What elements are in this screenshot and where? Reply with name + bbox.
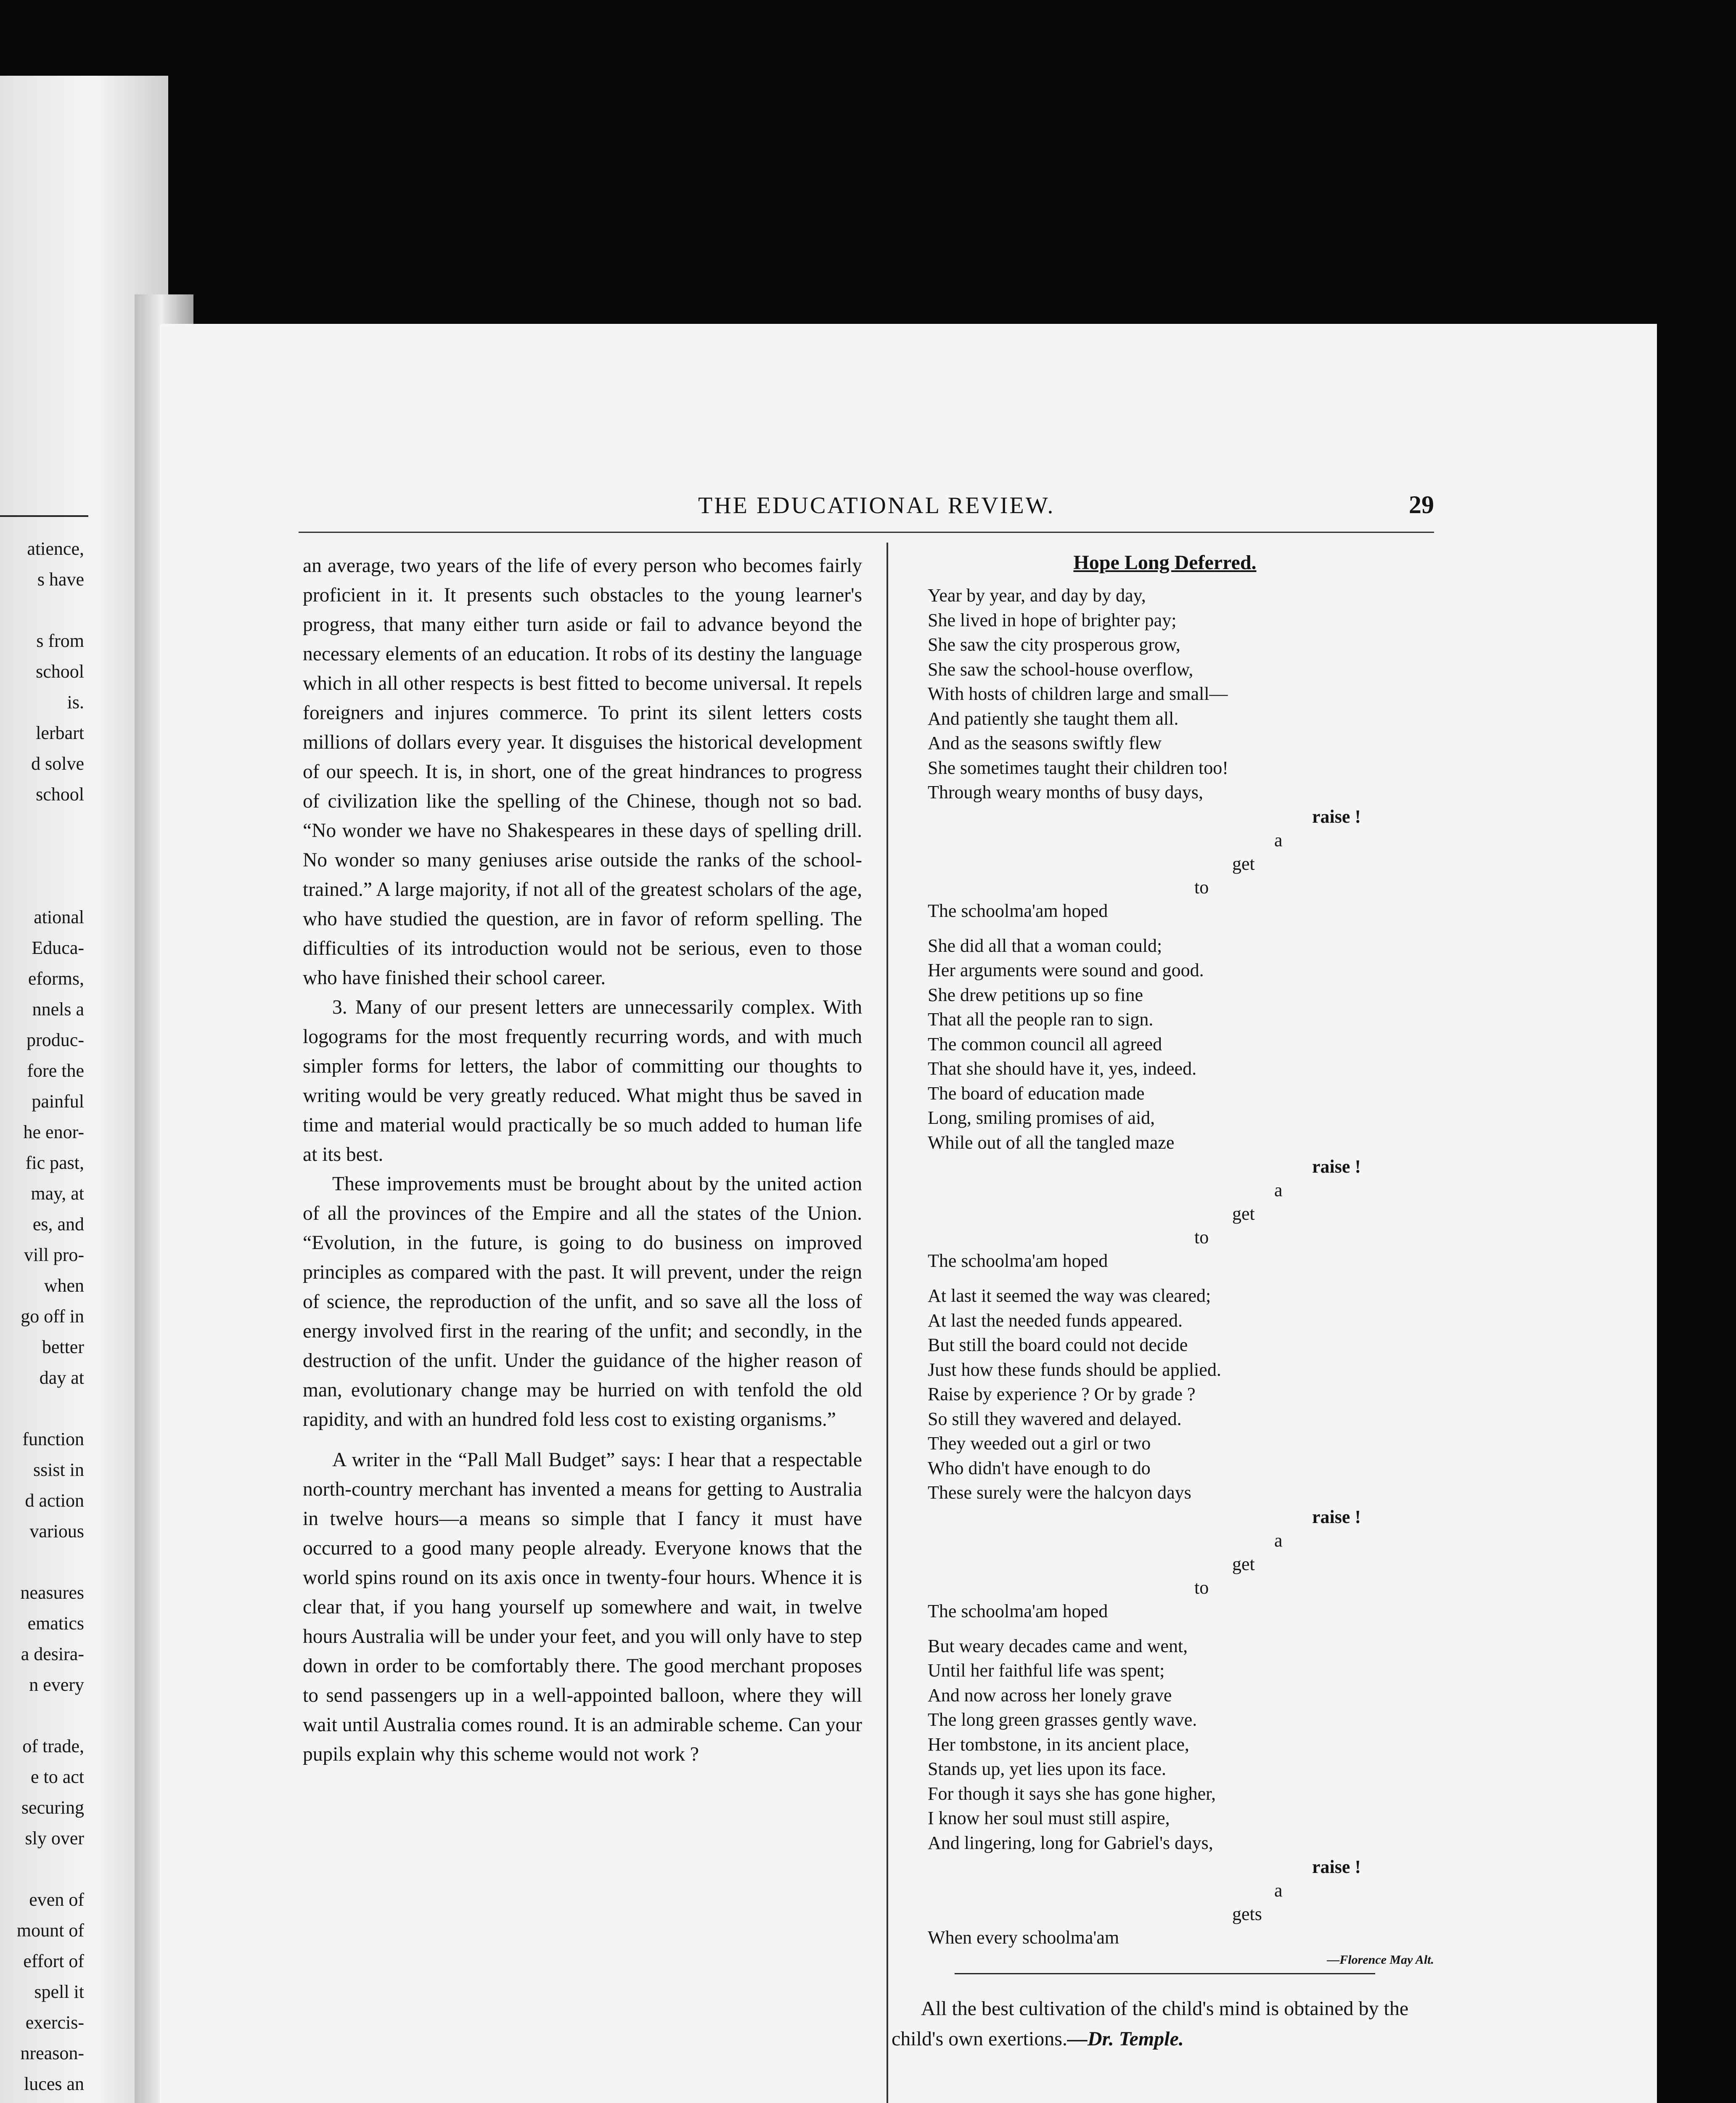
poem-title: Hope Long Deferred. bbox=[1073, 551, 1257, 574]
left-page-line: mount of bbox=[16, 1920, 84, 1941]
poem-line: The long green grasses gently wave. bbox=[928, 1709, 1197, 1730]
left-page-line: nnels a bbox=[32, 999, 84, 1020]
left-page-line: Educa- bbox=[32, 938, 84, 958]
poem-stair-word: The schoolma'am hoped bbox=[928, 1250, 1108, 1271]
left-page-line: function bbox=[22, 1429, 84, 1449]
poem-stair-word: a bbox=[1274, 1180, 1283, 1200]
poem-stair-word: gets bbox=[1232, 1904, 1262, 1924]
poem-stair-word: a bbox=[1274, 1880, 1283, 1901]
poem-stair-word: The schoolma'am hoped bbox=[928, 900, 1108, 921]
paragraph: These improvements must be brought about by the united action of all the provinces of the Empire and all the states of the Union. “Evolution, in the future, is going to do business on improved principles as compared with the past. It will prevent, under the reign of science, the reproduction of the unfit, and so save all the loss of energy involved first in the rearing of the unfit; and secondly, in the destruction of the unfit. Under the guidance of the higher reason of man, evolutionary change may be hurried on with tenfold the old rapidity, and with an hundred fold less cost to existing organisms.” bbox=[303, 1173, 862, 1430]
poem-stair-word: get bbox=[1232, 1553, 1255, 1574]
header-rule bbox=[299, 532, 1434, 533]
poem-line: And patiently she taught them all. bbox=[928, 708, 1179, 729]
left-page-line: fic past, bbox=[25, 1152, 84, 1173]
poem-line: Long, smiling promises of aid, bbox=[928, 1107, 1155, 1128]
left-page-line: luces an bbox=[24, 2074, 84, 2094]
poem-stair-word: get bbox=[1232, 853, 1255, 874]
left-page-line bbox=[0, 840, 84, 871]
poem-line: Raise by experience ? Or by grade ? bbox=[928, 1384, 1196, 1404]
quote-text: All the best cultivation of the child's mind is obtained by the child's own exertions. bbox=[892, 1997, 1409, 2050]
poem-stair-word: raise ! bbox=[1312, 1857, 1361, 1877]
closing-quote bbox=[892, 1994, 1438, 2054]
left-page-line: various bbox=[29, 1521, 84, 1541]
left-page-line: nreason- bbox=[20, 2043, 84, 2063]
poem-line: With hosts of children large and small— bbox=[928, 683, 1228, 704]
poem-stair-word: get bbox=[1232, 1203, 1255, 1224]
poem-stair-word: raise ! bbox=[1312, 1156, 1361, 1177]
left-page-line: securing bbox=[21, 1797, 84, 1818]
poem-line: Just how these funds should be applied. bbox=[928, 1359, 1221, 1380]
quote-author: —Dr. Temple. bbox=[1067, 2028, 1184, 2050]
left-page-line: fore the bbox=[27, 1060, 84, 1081]
left-page-line: s from bbox=[36, 630, 84, 651]
poem-stair-word: to bbox=[1194, 877, 1209, 898]
left-page-line: spell it bbox=[34, 1981, 84, 2002]
left-page-line: he enor- bbox=[23, 1122, 84, 1142]
poem-stair-word: to bbox=[1194, 1577, 1209, 1598]
left-page-line: ematics bbox=[27, 1613, 84, 1634]
left-page-line: effort of bbox=[23, 1951, 84, 1971]
left-page-line: n every bbox=[29, 1674, 84, 1695]
poem-stanza bbox=[892, 1284, 1438, 1623]
left-page-line: neasures bbox=[20, 1582, 84, 1603]
poem-line: So still they wavered and delayed. bbox=[928, 1408, 1182, 1429]
poem-line: She sometimes taught their children too! bbox=[928, 757, 1228, 778]
left-page-line bbox=[0, 595, 84, 625]
poem-line: I know her soul must still aspire, bbox=[928, 1808, 1170, 1828]
poem-line: And as the seasons swiftly flew bbox=[928, 733, 1162, 753]
poem-line: She drew petitions up so fine bbox=[928, 984, 1143, 1005]
poem-line: While out of all the tangled maze bbox=[928, 1132, 1175, 1153]
poem-line: But still the board could not decide bbox=[928, 1335, 1188, 1355]
poem-line: Stands up, yet lies upon its face. bbox=[928, 1759, 1167, 1779]
poem-line: The common council all agreed bbox=[928, 1033, 1162, 1054]
left-page-line: e to act bbox=[30, 1767, 84, 1787]
left-page-line bbox=[0, 2099, 84, 2103]
paragraph: A writer in the “Pall Mall Budget” says: I hear that a respectable north-country merchant has invented a means for getting to Australia in twelve hours—a means so simple that I fancy it must have occurred to a good many people already. Everyone knows that the world spins round on its axis once in twenty-four hours. Whence it is clear that, if you hang yourself up somewhere and wait, in twelve hours Australia will be under your feet, and you will only have to step down in order to be comfortably there. The good merchant proposes to send passengers up in a well-appointed balloon, where they will wait until Australia comes round. It is an admirable scheme. Can your pupils explain why this scheme would not work ? bbox=[303, 1449, 862, 1765]
left-page-line: atience, bbox=[27, 538, 84, 559]
paragraph: an average, two years of the life of every person who becomes fairly proficient in it. It presents such obstacles to the young learner's progress, that many either turn aside or fail to advance beyond the necessary elements of an education. It robs of its destiny the language which in all other respects is best fitted to become universal. It repels foreigners and injures commerce. To print its silent letters costs millions of dollars every year. It disguises the historical development of our speech. It is, in short, one of the great hindrances to progress of civilization like the spelling of the Chinese, though not so bad. “No wonder we have no Shakespeares in these days of spelling drill. No wonder so many geniuses arise outside the ranks of the school-trained.” A large majority, if not all of the greatest scholars of the age, who have studied the question, are in favor of reform spelling. The difficulties of its introduction would not be serious, even to those who have finished their school career. bbox=[303, 555, 862, 989]
poem-line: And now across her lonely grave bbox=[928, 1685, 1172, 1706]
left-column bbox=[303, 551, 862, 1769]
poem-line: Who didn't have enough to do bbox=[928, 1457, 1151, 1478]
left-page-line bbox=[0, 1854, 84, 1884]
left-page-line bbox=[0, 1547, 84, 1577]
left-page-line: day at bbox=[39, 1367, 84, 1388]
poem-stair-word: raise ! bbox=[1312, 1506, 1361, 1527]
left-page-line: school bbox=[36, 784, 84, 805]
left-page-line: lerbart bbox=[36, 723, 84, 743]
page-number: 29 bbox=[1409, 491, 1434, 519]
poem bbox=[892, 583, 1438, 1949]
left-page-line: of trade, bbox=[22, 1736, 84, 1756]
poem-line: The board of education made bbox=[928, 1083, 1145, 1104]
poem-line: That she should have it, yes, indeed. bbox=[928, 1058, 1197, 1079]
left-page-line: school bbox=[36, 661, 84, 682]
poem-line: Until her faithful life was spent; bbox=[928, 1660, 1165, 1681]
left-page-line: even of bbox=[29, 1889, 84, 1910]
poem-stair-word: a bbox=[1274, 829, 1283, 850]
left-page-line bbox=[0, 810, 84, 840]
left-page-line: painful bbox=[32, 1091, 84, 1112]
poem-stair-word: raise ! bbox=[1312, 806, 1361, 827]
paragraph: 3. Many of our present letters are unnecessarily complex. With logograms for the most frequently recurring words, and with much simpler forms for letters, the labor of committing our thoughts to writing would be very greatly reduced. What might thus be saved in time and material would practically be so much added to human life at its best. bbox=[303, 996, 862, 1165]
column-divider bbox=[887, 543, 888, 2103]
poem-line: For though it says she has gone higher, bbox=[928, 1783, 1216, 1804]
poem-stair-word: to bbox=[1194, 1227, 1209, 1247]
poem-credit: —Florence May Alt. bbox=[1327, 1953, 1434, 1967]
page bbox=[160, 324, 1657, 2103]
poem-line: Through weary months of busy days, bbox=[928, 782, 1204, 803]
poem-line: At last it seemed the way was cleared; bbox=[928, 1285, 1211, 1306]
poem-line: She saw the school-house overflow, bbox=[928, 659, 1194, 680]
left-page-line: eforms, bbox=[28, 968, 84, 989]
left-page-line: sly over bbox=[25, 1828, 84, 1849]
poem-line: At last the needed funds appeared. bbox=[928, 1310, 1183, 1331]
left-page-text bbox=[0, 533, 84, 2103]
poem-line: She saw the city prosperous grow, bbox=[928, 634, 1180, 655]
poem-stanza bbox=[892, 583, 1438, 923]
poem-stair-word: The schoolma'am hoped bbox=[928, 1600, 1108, 1621]
poem-line: She did all that a woman could; bbox=[928, 935, 1162, 956]
poem-line: And lingering, long for Gabriel's days, bbox=[928, 1832, 1213, 1853]
left-page-line bbox=[0, 1393, 84, 1424]
left-page-line bbox=[0, 871, 84, 902]
poem-stair-word: a bbox=[1274, 1530, 1283, 1551]
left-page-line: is. bbox=[67, 692, 84, 712]
poem-line: But weary decades came and went, bbox=[928, 1635, 1188, 1656]
left-page-line: d solve bbox=[31, 753, 84, 774]
poem-stanza bbox=[892, 1634, 1438, 1950]
poem-line: Her tombstone, in its ancient place, bbox=[928, 1734, 1189, 1755]
credit-rule bbox=[955, 1973, 1375, 1974]
running-header: THE EDUCATIONAL REVIEW. bbox=[698, 493, 1055, 519]
left-page-line: vill pro- bbox=[24, 1245, 84, 1265]
left-page-line: ational bbox=[34, 907, 84, 927]
left-page-line: ssist in bbox=[33, 1459, 84, 1480]
left-page-line: may, at bbox=[31, 1183, 84, 1204]
poem-line: Year by year, and day by day, bbox=[928, 585, 1146, 606]
poem-stanza bbox=[892, 934, 1438, 1273]
poem-line: That all the people ran to sign. bbox=[928, 1009, 1154, 1030]
poem-line: They weeded out a girl or two bbox=[928, 1433, 1151, 1454]
left-page-line: produc- bbox=[26, 1030, 84, 1050]
poem-stair-word: When every schoolma'am bbox=[928, 1927, 1119, 1948]
left-page-line: better bbox=[42, 1337, 84, 1357]
left-page-line: go off in bbox=[21, 1306, 84, 1327]
left-page-line: exercis- bbox=[25, 2012, 84, 2033]
poem-line: These surely were the halcyon days bbox=[928, 1482, 1191, 1503]
right-column bbox=[892, 551, 1438, 2054]
poem-line: She lived in hope of brighter pay; bbox=[928, 609, 1177, 630]
poem-line: Her arguments were sound and good. bbox=[928, 960, 1204, 980]
left-page-line: a desira- bbox=[21, 1644, 84, 1664]
left-page-line: s have bbox=[37, 569, 84, 590]
left-page-rule bbox=[0, 515, 88, 517]
left-page-line: es, and bbox=[32, 1214, 84, 1234]
left-page-line: d action bbox=[25, 1490, 84, 1511]
left-page-line: when bbox=[44, 1275, 84, 1296]
left-page-line bbox=[0, 1700, 84, 1731]
